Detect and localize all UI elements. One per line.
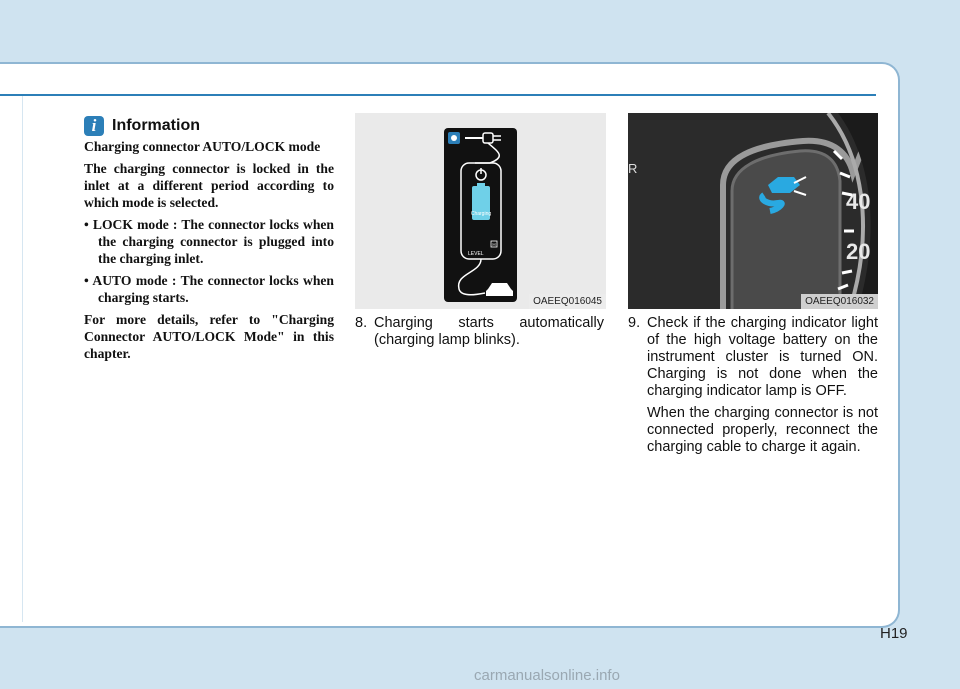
h-label: H	[492, 242, 496, 247]
speed-label-20: 20	[846, 239, 871, 264]
info-bullet-auto: • AUTO mode : The connector locks when charging starts.	[84, 273, 334, 305]
figure-charging-panel	[355, 113, 606, 309]
instrument-cluster-illustration	[628, 113, 878, 309]
top-rule	[0, 94, 876, 96]
info-intro: The charging connector is locked in the inlet at a different period according to which mode is selected.	[84, 161, 334, 210]
info-bullet-lock: • LOCK mode : The connector locks when the charging connector is plugged into the charging inlet.	[84, 217, 334, 266]
watermark: carmanualsonline.info	[474, 667, 620, 684]
figure-code-1: OAEEQ016045	[529, 294, 606, 309]
info-heading: Charging connector AUTO/LOCK mode	[84, 139, 321, 154]
step-8-number: 8.	[355, 315, 368, 331]
step-8	[355, 315, 604, 354]
info-body	[84, 138, 334, 367]
step-9	[628, 315, 878, 461]
page-number: H19	[880, 625, 908, 642]
gear-letter: R	[628, 161, 638, 176]
info-title: Information	[112, 117, 200, 134]
left-margin-rule	[22, 96, 23, 622]
charging-label: Charging	[470, 211, 492, 217]
figure-code-2: OAEEQ016032	[801, 294, 878, 309]
info-icon: i	[84, 116, 104, 136]
step-9-number: 9.	[628, 315, 641, 331]
charging-panel-illustration	[355, 113, 606, 309]
level-label: LEVEL	[468, 251, 484, 257]
speed-label-40: 40	[846, 189, 871, 214]
step-8-text: Charging starts automatically (charging lamp blinks).	[374, 315, 604, 348]
figure-instrument-cluster	[628, 113, 878, 309]
step-9-text: Check if the charging indicator light of the high voltage battery on the instrument cluster is turned ON. Charging is not done when the charging indicator lamp is OFF.	[647, 315, 878, 399]
info-footer: For more details, refer to "Charging Connector AUTO/LOCK Mode" in this chapter.	[84, 312, 334, 361]
info-header	[84, 115, 200, 137]
step-9-note: When the charging connector is not connected properly, reconnect the charging cable to charge it again.	[647, 405, 878, 455]
